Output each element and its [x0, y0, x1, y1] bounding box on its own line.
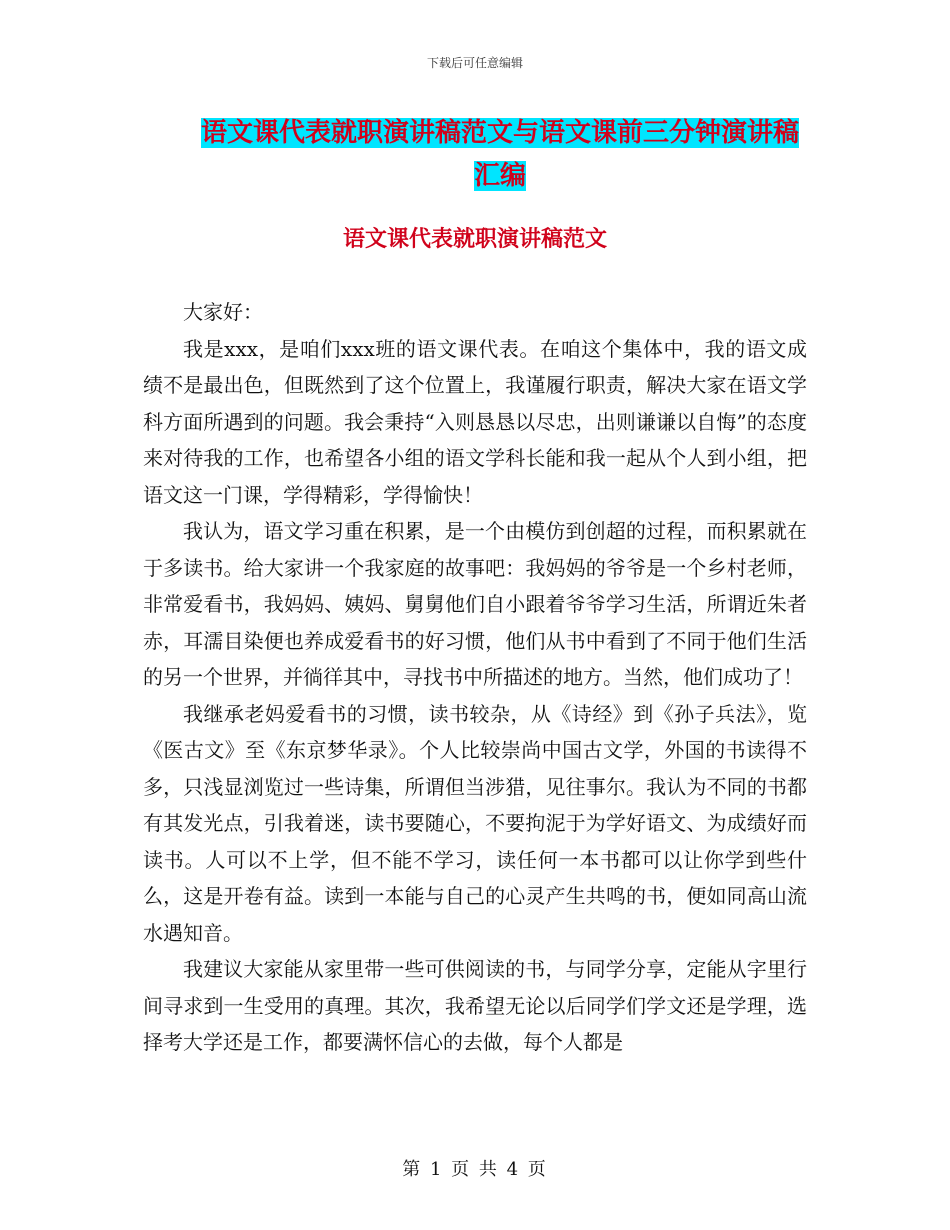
document-title — [190, 112, 810, 198]
page-header-note: 下载后可任意编辑 — [426, 56, 523, 70]
page-number: 第 1 页 共 4 页 — [402, 1159, 548, 1180]
body-text — [143, 294, 807, 1061]
paragraph: 我继承老妈爱看书的习惯，读书较杂，从《诗经》到《孙子兵法》，览《医古文》至《东京梦华录》。个人比较崇尚中国古文学，外国的书读得不多，只浅显浏览过一些诗集，所谓但当涉猎，见往事尔。我认为不同的书都有其发光点，引我着迷，读书要随心，不要拘泥于为学好语文、为成绩好而读书。人可以不上学，但不能不学习，读任何一本书都可以让你学到些什么，这是开卷有益。读到一本能与自己的心灵产生共鸣的书，便如同高山流水遇知音。 — [143, 701, 807, 945]
paragraph: 我建议大家能从家里带一些可供阅读的书，与同学分享，定能从字里行间寻求到一生受用的真理。其次，我希望无论以后同学们学文还是学理，选择考大学还是工作，都要满怀信心的去做，每个人都是 — [143, 957, 807, 1054]
document-title-line-1: 语文课代表就职演讲稿范文与语文课前三分钟演讲稿 — [200, 118, 799, 148]
paragraph: 我认为，语文学习重在积累，是一个由模仿到创超的过程，而积累就在于多读书。给大家讲一个我家庭的故事吧：我妈妈的爷爷是一个乡村老师，非常爱看书，我妈妈、姨妈、舅舅他们自小跟着爷爷学习生活，所谓近朱者赤，耳濡目染便也养成爱看书的好习惯，他们从书中看到了不同于他们生活的另一个世界，并徜徉其中，寻找书中所描述的地方。当然，他们成功了！ — [143, 519, 807, 689]
section-title: 语文课代表就职演讲稿范文 — [342, 226, 607, 252]
paragraph-greeting: 大家好： — [183, 300, 263, 324]
paragraph: 我是xxx，是咱们xxx班的语文课代表。在咱这个集体中，我的语文成绩不是最出色，但既然到了这个位置上，我谨履行职责，解决大家在语文学科方面所遇到的问题。我会秉持“入则恳恳以尽忠，出则谦谦以自悔”的态度来对待我的工作，也希望各小组的语文学科长能和我一起从个人到小组，把语文这一门课，学得精彩，学得愉快！ — [143, 336, 807, 507]
document-title-line-2: 汇编 — [473, 161, 526, 191]
